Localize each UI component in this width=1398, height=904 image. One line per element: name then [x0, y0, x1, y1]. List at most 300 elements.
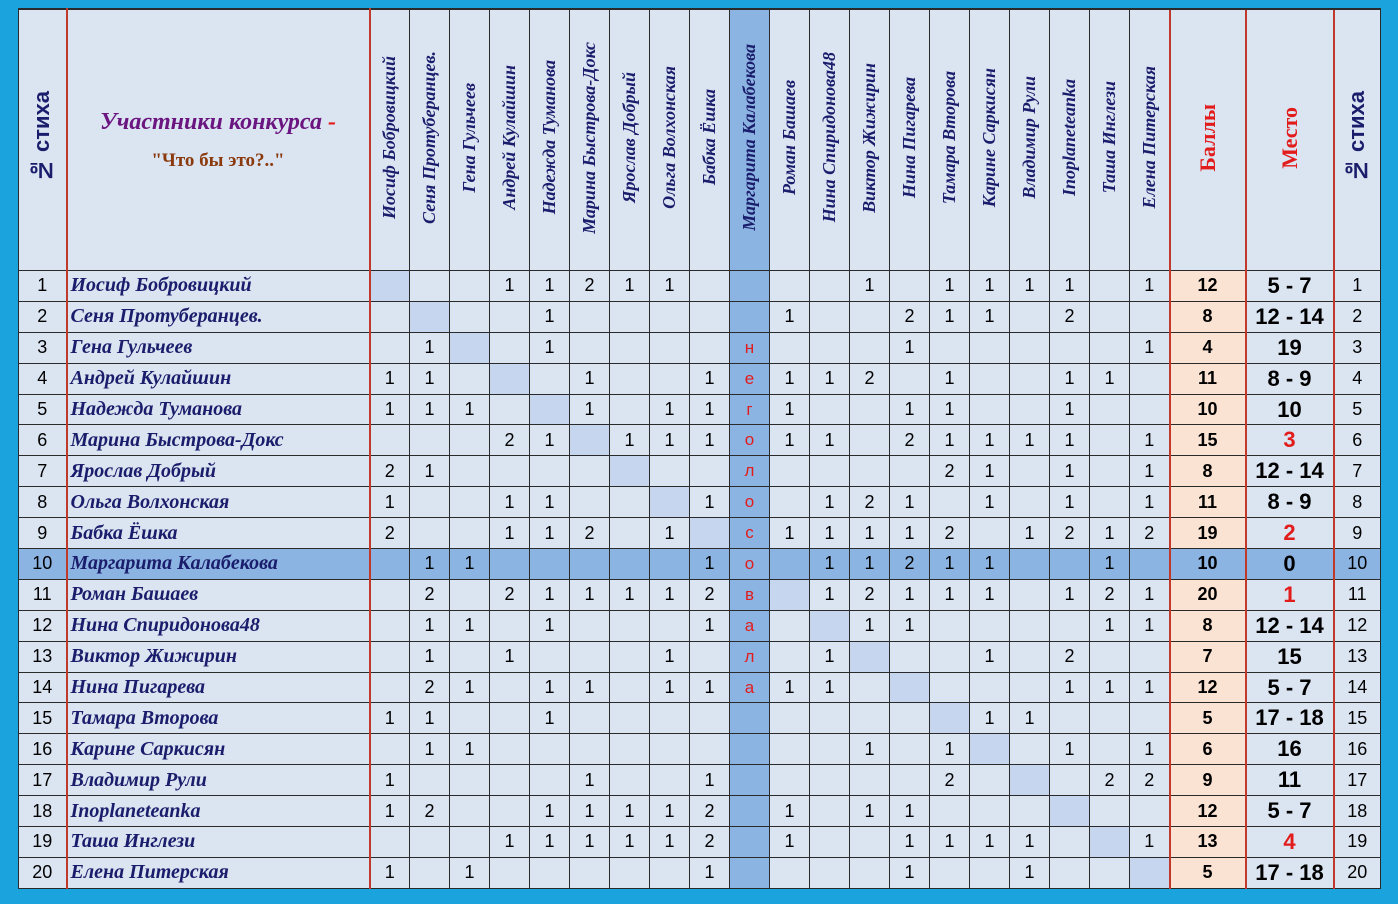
vote-cell	[1130, 796, 1170, 827]
vote-cell	[650, 487, 690, 518]
row-number: 14	[19, 672, 67, 703]
row-number: 3	[19, 332, 67, 363]
table-row	[19, 271, 1381, 302]
vote-cell: 1	[650, 827, 690, 858]
vote-cell: 1	[1050, 734, 1090, 765]
vote-cell: 1	[690, 549, 730, 580]
table-row	[19, 857, 1381, 888]
not-voted-cell: с	[730, 518, 770, 549]
vote-cell: 1	[690, 610, 730, 641]
vote-cell	[650, 363, 690, 394]
voter-header	[890, 9, 930, 271]
vote-cell: 2	[370, 456, 410, 487]
vote-cell	[1050, 549, 1090, 580]
vote-cell: 1	[970, 271, 1010, 302]
row-number-right: 17	[1334, 765, 1381, 796]
vote-cell	[1090, 456, 1130, 487]
results-table	[18, 8, 1381, 889]
voter-header	[1130, 9, 1170, 271]
score-cell: 11	[1170, 487, 1246, 518]
vote-cell: 1	[890, 518, 930, 549]
vote-cell: 2	[1090, 579, 1130, 610]
place-cell: 12 - 14	[1246, 610, 1334, 641]
vote-cell: 1	[1130, 487, 1170, 518]
vote-cell: 1	[530, 579, 570, 610]
vote-cell	[1130, 363, 1170, 394]
vote-cell	[410, 827, 450, 858]
participant-name: Иосиф Бобровицкий	[67, 271, 370, 302]
voter-header	[770, 9, 810, 271]
vote-cell	[570, 332, 610, 363]
vote-cell	[610, 394, 650, 425]
vote-cell	[930, 857, 970, 888]
vote-cell	[570, 549, 610, 580]
vote-cell	[490, 549, 530, 580]
vote-cell	[530, 363, 570, 394]
vote-cell: 1	[930, 271, 970, 302]
vote-cell: 1	[370, 857, 410, 888]
vote-cell: 1	[690, 394, 730, 425]
vote-cell: 1	[970, 456, 1010, 487]
vote-cell: 1	[770, 672, 810, 703]
vote-cell	[1090, 332, 1130, 363]
vote-cell	[610, 765, 650, 796]
vote-cell	[970, 765, 1010, 796]
vote-cell: 1	[970, 579, 1010, 610]
score-cell: 10	[1170, 549, 1246, 580]
vote-cell: 1	[970, 641, 1010, 672]
place-cell: 3	[1246, 425, 1334, 456]
vote-cell: 1	[850, 549, 890, 580]
not-voted-cell	[730, 271, 770, 302]
row-number: 15	[19, 703, 67, 734]
vote-cell	[450, 456, 490, 487]
place-header: Место	[1276, 106, 1302, 169]
voter-header	[610, 9, 650, 271]
row-number-right: 8	[1334, 487, 1381, 518]
vote-cell	[530, 394, 570, 425]
vote-cell: 1	[930, 734, 970, 765]
row-number: 12	[19, 610, 67, 641]
vote-cell: 1	[930, 549, 970, 580]
vote-cell	[1090, 394, 1130, 425]
vote-cell	[490, 672, 530, 703]
vote-cell: 2	[690, 796, 730, 827]
table-row	[19, 332, 1381, 363]
vote-cell	[1090, 827, 1130, 858]
row-number: 13	[19, 641, 67, 672]
vote-cell	[610, 641, 650, 672]
vote-cell	[450, 363, 490, 394]
vote-cell: 1	[810, 549, 850, 580]
row-number: 4	[19, 363, 67, 394]
vote-cell: 1	[810, 518, 850, 549]
vote-cell: 1	[1090, 610, 1130, 641]
vote-cell: 1	[1010, 703, 1050, 734]
vote-cell: 1	[1010, 518, 1050, 549]
voter-header	[810, 9, 850, 271]
table-row	[19, 456, 1381, 487]
vote-cell	[1010, 579, 1050, 610]
not-voted-cell	[730, 765, 770, 796]
vote-cell	[370, 301, 410, 332]
vote-cell	[450, 487, 490, 518]
vote-cell: 1	[890, 579, 930, 610]
vote-cell	[850, 641, 890, 672]
place-cell: 11	[1246, 765, 1334, 796]
vote-cell	[770, 857, 810, 888]
vote-cell: 1	[770, 363, 810, 394]
vote-cell: 1	[570, 765, 610, 796]
vote-cell	[810, 796, 850, 827]
place-header-cell	[1246, 9, 1334, 271]
vote-cell	[570, 487, 610, 518]
voter-header	[970, 9, 1010, 271]
voter-header	[370, 9, 410, 271]
table-row	[19, 765, 1381, 796]
vote-cell: 1	[890, 857, 930, 888]
not-voted-cell: а	[730, 672, 770, 703]
contest-subtitle: "Что бы это?.."	[151, 149, 285, 171]
place-cell: 0	[1246, 549, 1334, 580]
table-row	[19, 549, 1381, 580]
place-cell: 5 - 7	[1246, 796, 1334, 827]
vote-cell: 1	[490, 827, 530, 858]
vote-cell: 1	[530, 487, 570, 518]
vote-cell: 1	[1010, 827, 1050, 858]
vote-cell: 1	[770, 425, 810, 456]
spreadsheet	[18, 8, 1380, 888]
voter-name: Нина Спиридонова48	[819, 52, 839, 223]
vote-cell	[970, 363, 1010, 394]
vote-cell	[490, 301, 530, 332]
row-number-right: 15	[1334, 703, 1381, 734]
vote-cell	[610, 610, 650, 641]
vote-cell	[1090, 857, 1130, 888]
vote-cell	[650, 456, 690, 487]
vote-cell: 1	[770, 301, 810, 332]
vote-cell: 1	[690, 857, 730, 888]
vote-cell	[810, 765, 850, 796]
vote-cell: 1	[1090, 518, 1130, 549]
vote-cell: 2	[850, 487, 890, 518]
contest-title: Участники конкурса	[100, 108, 322, 135]
vote-cell	[610, 549, 650, 580]
vote-cell: 2	[890, 549, 930, 580]
vote-cell	[410, 301, 450, 332]
row-number: 17	[19, 765, 67, 796]
vote-cell: 1	[650, 579, 690, 610]
vote-cell: 1	[850, 610, 890, 641]
vote-cell	[610, 703, 650, 734]
table-row	[19, 703, 1381, 734]
vote-cell	[530, 549, 570, 580]
table-row	[19, 641, 1381, 672]
voter-name: Ярослав Добрый	[619, 72, 639, 203]
vote-cell: 1	[410, 549, 450, 580]
vote-cell	[1090, 271, 1130, 302]
row-number: 7	[19, 456, 67, 487]
vote-cell	[770, 765, 810, 796]
vote-cell: 1	[930, 425, 970, 456]
row-number: 20	[19, 857, 67, 888]
participant-name: Роман Башаев	[67, 579, 370, 610]
vote-cell: 1	[1010, 425, 1050, 456]
vote-cell: 1	[1050, 363, 1090, 394]
vote-cell	[1130, 703, 1170, 734]
participant-name: Владимир Рули	[67, 765, 370, 796]
vote-cell: 2	[1130, 518, 1170, 549]
not-voted-cell	[730, 703, 770, 734]
vote-cell	[450, 796, 490, 827]
vote-cell: 1	[490, 518, 530, 549]
vote-cell: 1	[690, 672, 730, 703]
vote-cell: 1	[610, 271, 650, 302]
place-cell: 1	[1246, 579, 1334, 610]
vote-cell	[410, 487, 450, 518]
vote-cell	[370, 332, 410, 363]
voter-name: Ольга Волхонская	[659, 66, 679, 209]
voter-name: Андрей Кулайшин	[499, 65, 519, 210]
vote-cell	[570, 734, 610, 765]
row-number-right: 10	[1334, 549, 1381, 580]
place-cell: 4	[1246, 827, 1334, 858]
vote-cell: 1	[930, 301, 970, 332]
not-voted-cell	[730, 796, 770, 827]
table-row	[19, 827, 1381, 858]
vote-cell	[1130, 857, 1170, 888]
vote-cell: 1	[930, 579, 970, 610]
results-body	[19, 271, 1381, 889]
vote-cell: 1	[1130, 734, 1170, 765]
vote-cell: 1	[1090, 363, 1130, 394]
vote-cell: 1	[810, 425, 850, 456]
vote-cell	[810, 456, 850, 487]
vote-cell	[890, 271, 930, 302]
vote-cell: 1	[530, 703, 570, 734]
vote-cell	[490, 363, 530, 394]
vote-cell: 2	[890, 425, 930, 456]
vote-cell	[810, 827, 850, 858]
vote-cell	[810, 857, 850, 888]
vote-cell: 2	[1130, 765, 1170, 796]
vote-cell	[890, 456, 930, 487]
vote-cell: 1	[490, 487, 530, 518]
table-row	[19, 425, 1381, 456]
vote-cell	[810, 610, 850, 641]
vote-cell	[570, 425, 610, 456]
score-cell: 6	[1170, 734, 1246, 765]
place-cell: 19	[1246, 332, 1334, 363]
vote-cell: 1	[1130, 332, 1170, 363]
vote-cell	[450, 332, 490, 363]
place-cell: 5 - 7	[1246, 271, 1334, 302]
vote-cell: 1	[1010, 271, 1050, 302]
vote-cell: 1	[1130, 610, 1170, 641]
vote-cell: 1	[1050, 579, 1090, 610]
vote-cell: 1	[570, 796, 610, 827]
place-cell: 10	[1246, 394, 1334, 425]
vote-cell	[450, 425, 490, 456]
place-cell: 16	[1246, 734, 1334, 765]
vote-cell	[450, 641, 490, 672]
vote-cell: 1	[850, 518, 890, 549]
vote-cell	[450, 301, 490, 332]
vote-cell	[850, 332, 890, 363]
vote-cell: 1	[810, 579, 850, 610]
vote-cell	[810, 734, 850, 765]
vote-cell: 1	[810, 672, 850, 703]
vote-cell: 2	[850, 363, 890, 394]
vote-cell: 1	[650, 394, 690, 425]
vote-cell: 1	[690, 425, 730, 456]
vote-cell: 2	[930, 765, 970, 796]
vote-cell: 1	[450, 394, 490, 425]
vote-cell: 2	[370, 518, 410, 549]
vote-cell: 1	[930, 827, 970, 858]
vote-cell: 1	[450, 549, 490, 580]
vote-cell	[450, 765, 490, 796]
vote-cell	[1050, 827, 1090, 858]
vote-cell: 1	[1090, 549, 1130, 580]
row-number: 10	[19, 549, 67, 580]
score-cell: 5	[1170, 857, 1246, 888]
score-header-cell	[1170, 9, 1246, 271]
vote-cell: 1	[370, 363, 410, 394]
vote-cell	[530, 857, 570, 888]
vote-cell	[1050, 857, 1090, 888]
row-number: 11	[19, 579, 67, 610]
vote-cell: 1	[370, 394, 410, 425]
vote-cell	[690, 301, 730, 332]
vote-cell	[970, 332, 1010, 363]
vote-cell	[370, 734, 410, 765]
not-voted-cell: г	[730, 394, 770, 425]
score-cell: 12	[1170, 271, 1246, 302]
vote-cell: 1	[770, 394, 810, 425]
not-voted-cell: е	[730, 363, 770, 394]
vote-cell	[450, 579, 490, 610]
voter-header	[730, 9, 770, 271]
vote-cell	[850, 301, 890, 332]
vote-cell	[770, 487, 810, 518]
vote-cell	[1010, 363, 1050, 394]
vote-cell: 1	[850, 734, 890, 765]
not-voted-cell	[730, 734, 770, 765]
vote-cell: 1	[610, 827, 650, 858]
vote-cell	[1010, 765, 1050, 796]
vote-cell: 1	[370, 765, 410, 796]
vote-cell	[650, 610, 690, 641]
vote-cell	[610, 301, 650, 332]
row-number-right: 12	[1334, 610, 1381, 641]
participant-name: Inoplaneteanka	[67, 796, 370, 827]
place-cell: 17 - 18	[1246, 857, 1334, 888]
vote-cell: 1	[970, 301, 1010, 332]
vote-cell	[850, 394, 890, 425]
place-cell: 17 - 18	[1246, 703, 1334, 734]
place-cell: 12 - 14	[1246, 456, 1334, 487]
vote-cell	[610, 487, 650, 518]
score-cell: 8	[1170, 456, 1246, 487]
place-cell: 5 - 7	[1246, 672, 1334, 703]
vote-cell	[770, 332, 810, 363]
vote-cell: 1	[810, 487, 850, 518]
vote-cell: 1	[1050, 456, 1090, 487]
score-cell: 9	[1170, 765, 1246, 796]
vote-cell	[530, 456, 570, 487]
vote-cell	[1010, 487, 1050, 518]
vote-cell	[970, 796, 1010, 827]
vote-cell	[1130, 301, 1170, 332]
voter-header	[850, 9, 890, 271]
score-cell: 11	[1170, 363, 1246, 394]
vote-cell	[1010, 610, 1050, 641]
vote-cell	[610, 857, 650, 888]
vote-cell: 1	[650, 425, 690, 456]
vote-cell	[850, 827, 890, 858]
vote-cell: 2	[690, 827, 730, 858]
vote-cell	[770, 734, 810, 765]
vote-cell	[810, 301, 850, 332]
vote-cell	[970, 734, 1010, 765]
not-voted-cell: о	[730, 425, 770, 456]
vote-cell	[370, 641, 410, 672]
voter-header	[1010, 9, 1050, 271]
row-number-right: 20	[1334, 857, 1381, 888]
header-number-right: № стиха	[1344, 91, 1370, 184]
vote-cell: 1	[650, 672, 690, 703]
table-row	[19, 579, 1381, 610]
vote-cell: 1	[450, 672, 490, 703]
table-row	[19, 394, 1381, 425]
score-cell: 13	[1170, 827, 1246, 858]
participant-name: Таша Инглези	[67, 827, 370, 858]
vote-cell: 1	[370, 796, 410, 827]
vote-cell	[1090, 641, 1130, 672]
table-row	[19, 301, 1381, 332]
vote-cell: 1	[850, 271, 890, 302]
vote-cell	[970, 518, 1010, 549]
vote-cell: 1	[450, 734, 490, 765]
vote-cell	[930, 610, 970, 641]
vote-cell: 1	[530, 332, 570, 363]
table-row	[19, 610, 1381, 641]
vote-cell	[690, 332, 730, 363]
vote-cell: 1	[570, 827, 610, 858]
vote-cell: 1	[1130, 425, 1170, 456]
score-cell: 4	[1170, 332, 1246, 363]
vote-cell: 1	[890, 796, 930, 827]
vote-cell: 1	[1130, 579, 1170, 610]
row-number-right: 11	[1334, 579, 1381, 610]
participant-name: Ярослав Добрый	[67, 456, 370, 487]
not-voted-cell	[730, 827, 770, 858]
voter-header	[410, 9, 450, 271]
vote-cell	[890, 734, 930, 765]
vote-cell: 2	[930, 456, 970, 487]
voter-name: Роман Башаев	[779, 80, 799, 195]
vote-cell: 1	[410, 641, 450, 672]
vote-cell	[650, 703, 690, 734]
vote-cell	[570, 456, 610, 487]
table-row	[19, 518, 1381, 549]
vote-cell	[1010, 796, 1050, 827]
vote-cell: 1	[410, 394, 450, 425]
not-voted-cell: л	[730, 456, 770, 487]
vote-cell	[570, 610, 610, 641]
participant-name: Андрей Кулайшин	[67, 363, 370, 394]
